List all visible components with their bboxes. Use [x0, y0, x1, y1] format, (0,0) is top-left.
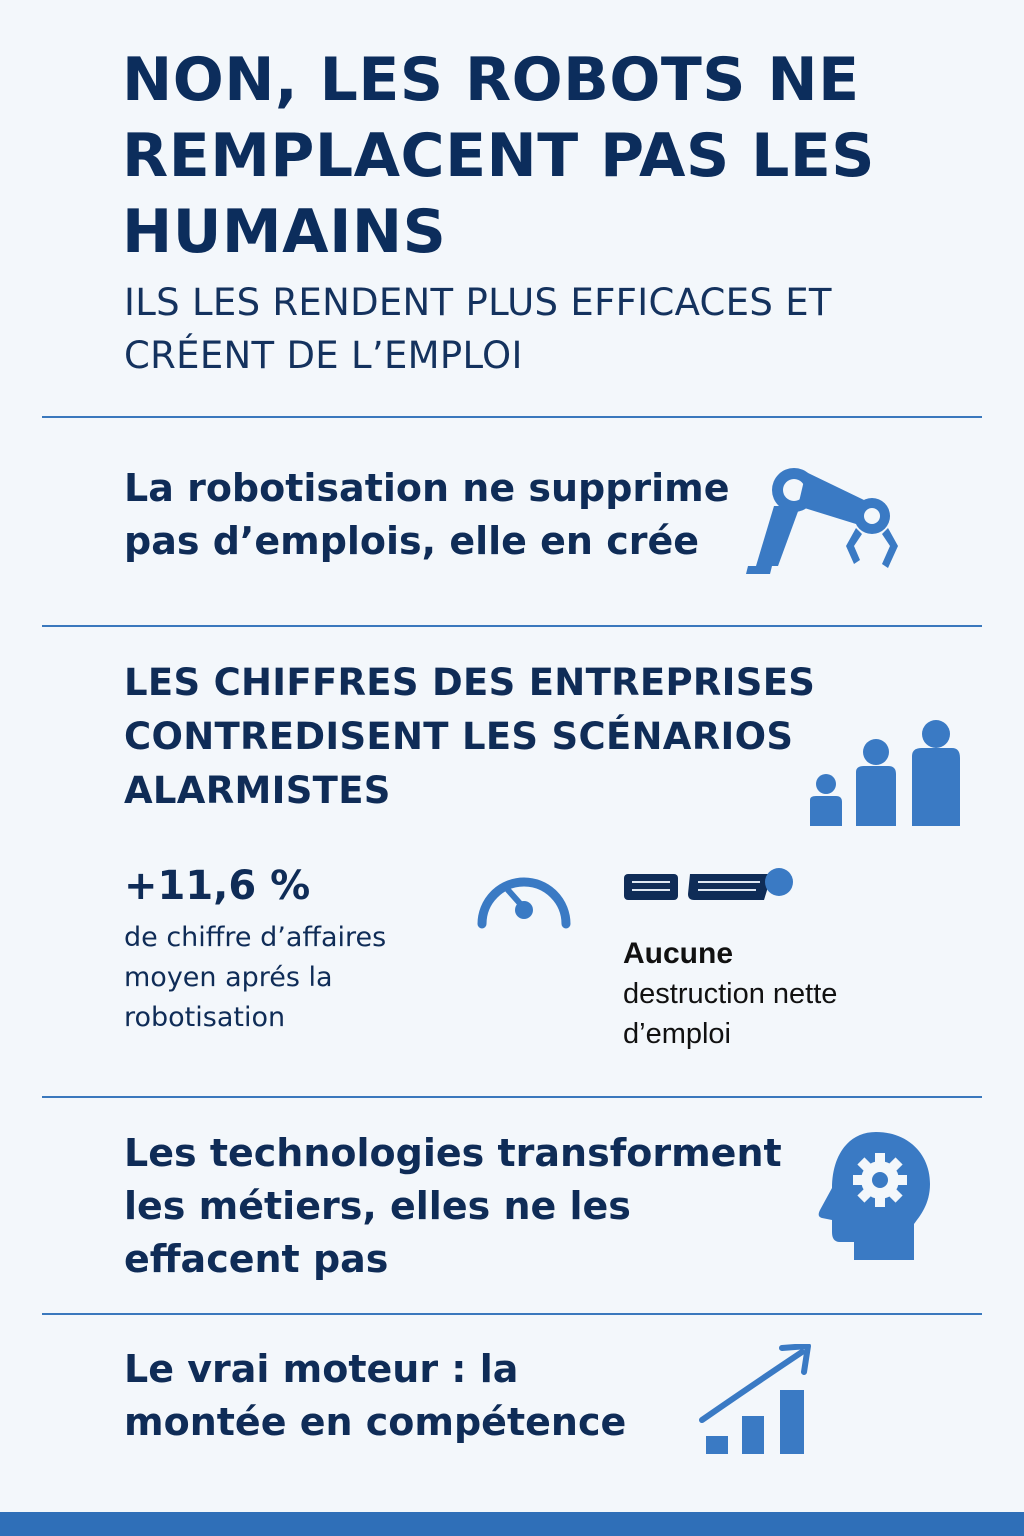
page-title: NON, LES ROBOTS NE REMPLACENT PAS LES HUMAINS: [122, 45, 876, 267]
jobs-stat-strong: Aucune: [623, 937, 734, 970]
bottom-bar: [0, 1512, 1024, 1536]
divider: [42, 1313, 982, 1315]
growth-chart-icon: [698, 1344, 814, 1456]
robot-arm-icon: [742, 466, 912, 580]
section-technologies-text: Les technologies transforment les métiers, elles ne les effacent pas: [124, 1131, 782, 1281]
gauge-icon: [472, 862, 576, 932]
section-skills-text: Le vrai moteur : la montée en compétence: [124, 1347, 627, 1444]
divider: [42, 625, 982, 627]
conveyor-icon: [622, 862, 800, 908]
revenue-stat-value: +11,6 %: [124, 863, 311, 909]
section-robotisation-text: La robotisation ne supprime pas d’emplois, elle en crée: [124, 466, 730, 563]
page-subtitle: ILS LES RENDENT PLUS EFFICACES ET CRÉENT DE L’EMPLOI: [124, 281, 832, 377]
people-growth-icon: [806, 718, 966, 830]
divider: [42, 1096, 982, 1098]
section-figures-text: LES CHIFFRES DES ENTREPRISES CONTREDISENT LES SCÉNARIOS ALARMISTES: [124, 661, 816, 812]
divider: [42, 416, 982, 418]
jobs-stat-description: destruction nette d’emploi: [623, 978, 838, 1050]
revenue-stat-description: de chiffre d’affaires moyen aprés la robotisation: [124, 922, 387, 1033]
head-gear-icon: [816, 1128, 936, 1264]
